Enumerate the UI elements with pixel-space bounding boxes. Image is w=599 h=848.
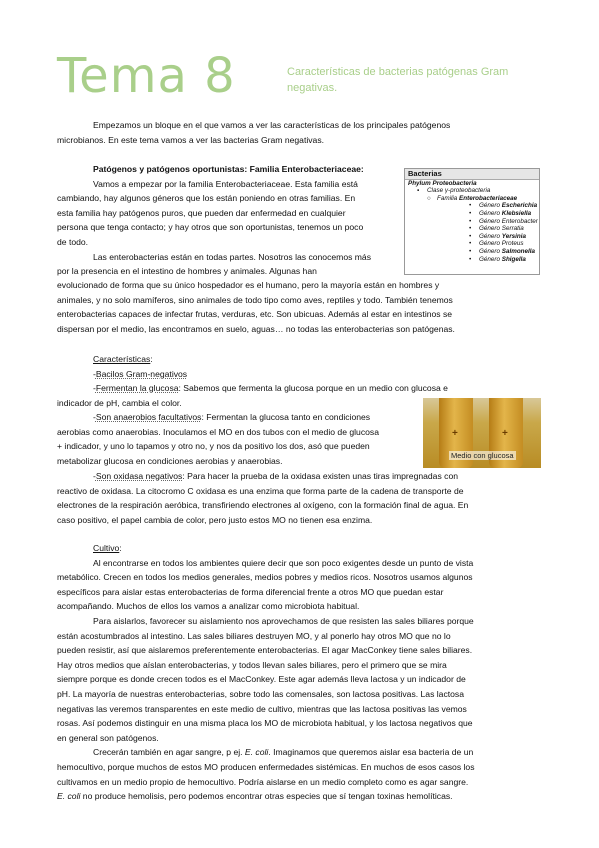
plus-mark: + bbox=[452, 428, 458, 439]
text-line: dispersan por el medio, las encontramos en suelo, aguas… no todas las enterobacterias son patógenas. bbox=[57, 323, 455, 334]
taxonomy-genus-item bbox=[405, 225, 539, 233]
genus-name: Klebsiella bbox=[501, 209, 532, 217]
text-line: están acostumbrados al intestino. Las sales biliares destruyen MO, y al ponerlo hay otros MO que no lo bbox=[57, 630, 451, 641]
section-cultivo bbox=[57, 541, 547, 804]
text-line: hemocultivo, porque muchos de estos MO producen enfermedades sistémicas. En muchos de esos casos los bbox=[57, 761, 475, 772]
char-fermentan-text: : Sabemos que fermenta la glucosa porque en un medio con glucosa e bbox=[178, 383, 448, 393]
taxonomy-phylum: Phylum Proteobacteria bbox=[408, 179, 477, 187]
taxonomy-genus-item bbox=[405, 218, 539, 226]
genus-name: Enterobacter bbox=[501, 217, 538, 225]
genus-name: Escherichia bbox=[501, 202, 538, 210]
section-heading: Patógenos y patógenos oportunistas: Familia Enterobacteriaceae: bbox=[93, 164, 364, 174]
heading-colon: : bbox=[119, 543, 122, 553]
text-line: indicador de pH, cambia el color. bbox=[57, 397, 182, 408]
text-line: cultivamos en un medio propio de hemocultivo. Podría aislarse en un medio completo como es agar sangre. bbox=[57, 776, 469, 787]
text-line: por la presencia en el intestino de hombres y animales. Algunas han bbox=[57, 266, 317, 277]
text-line: acompañando. Muchos de ellos los vamos a analizar como microbiota habitual. bbox=[57, 601, 360, 612]
intro-line: Empezamos un bloque en el que vamos a ver las características de los principales patógenos bbox=[93, 120, 451, 130]
section-enterobacteriaceae-cont bbox=[57, 278, 547, 336]
circle-bullet-icon: ○ bbox=[427, 194, 431, 202]
genus-name: Proteus bbox=[501, 240, 524, 248]
text-line: Al encontrarse en todos los ambientes quiere decir que son poco exigentes desde un punto de vista bbox=[93, 557, 474, 568]
text-line: persona que tenga contacto; y hay otros que son oportunistas, tenemos un poco bbox=[57, 222, 364, 233]
char-fermentan: -Fermentan la glucosa: Sabemos que fermenta la glucosa porque en un medio con glucosa e indicador de pH, cambia el color. bbox=[57, 381, 542, 410]
bullet-icon: • bbox=[469, 217, 472, 225]
text-line: específicos para aislar estas enterobacterias de forma diferencial frente a otros MO que puedan estar bbox=[57, 586, 444, 597]
species-name: E. coli bbox=[57, 791, 81, 802]
taxonomy-genus-item bbox=[405, 233, 539, 241]
text-line: metabolizar glucosa en condiciones aerobias y anaerobias. bbox=[57, 455, 283, 466]
bullet-icon: ▪ bbox=[417, 187, 420, 195]
page-title: Tema 8 bbox=[57, 48, 236, 104]
genus-prefix: Género bbox=[479, 202, 502, 210]
section-caracteristicas: Características: -Bacilos Gram-negativos bbox=[93, 354, 188, 379]
text-line: + indicador, y uno lo tapamos y otro no, y nos da positivo los dos, asó que pueden bbox=[57, 441, 370, 452]
taxonomy-genera-list bbox=[405, 202, 539, 263]
text-line: aerobias como anaerobias. Inoculamos el MO en dos tubos con el medio de glucosa bbox=[57, 426, 379, 437]
section-enterobacteriaceae bbox=[57, 162, 397, 279]
text-line: Vamos a empezar por la familia Enterobacteriaceae. Esta familia está bbox=[93, 178, 358, 189]
taxonomy-header: Bacterias bbox=[405, 169, 539, 180]
bullet-icon: • bbox=[469, 232, 472, 240]
text-line: caso positivo, el papel cambia de color, pero justo estos MO no tienen esa enzima. bbox=[57, 514, 373, 525]
text-line: metabólico. Crecen en todos los medios generales, medios pobres y medios ricos. Nosotros usamos algunos bbox=[57, 572, 473, 583]
taxonomy-box bbox=[404, 168, 540, 275]
char-anaerobios: -Son anaerobios facultativos: Fermentan la glucosa tanto en condiciones aerobias como anaerobias. Inoculamos el MO en dos tubos con el medio de glucosa + indicador, y uno lo tapamos y otro no, y nos da positivo los dos, asó que pueden metabolizar glucosa en condiciones aerobias y anaerobias. bbox=[57, 410, 417, 468]
section-heading: Características bbox=[93, 354, 151, 364]
text-line: animales, y no solo mamíferos, sino animales de todo tipo como aves, reptiles y todo. También tenemos bbox=[57, 294, 453, 305]
taxonomy-genus-item bbox=[405, 256, 539, 264]
genus-name: Shigella bbox=[501, 255, 526, 263]
taxonomy-familia: Enterobacteriaceae bbox=[459, 194, 518, 202]
genus-prefix: Género bbox=[479, 255, 502, 263]
page-subtitle: Características de bacterias patógenas Gram negativas. bbox=[287, 66, 509, 94]
text-line: negativas las veremos transparentes en este medio de cultivo, mientras que las lactosa positivas las vemos bbox=[57, 703, 467, 714]
bullet-icon: • bbox=[469, 225, 472, 233]
text-line: siempre porque es donde crecen todos es el MacConkey. Este agar además lleva lactosa y un indicador de bbox=[57, 674, 466, 685]
text-line: Las enterobacterias están en todas partes. Nosotros las conocemos más bbox=[93, 251, 372, 262]
bullet-icon: • bbox=[469, 209, 472, 217]
text-fragment: Crecerán también en agar sangre, p ej. bbox=[93, 747, 245, 758]
char-anaerobios-text: : Fermentan la glucosa tanto en condiciones bbox=[201, 412, 371, 422]
genus-prefix: Género bbox=[479, 240, 502, 248]
text-fragment: . Imaginamos que queremos aislar esa bacteria de un bbox=[268, 747, 474, 758]
genus-name: Salmonella bbox=[501, 247, 536, 255]
genus-prefix: Género bbox=[479, 247, 502, 255]
text-line: cambiando, hay algunos géneros que los están poniendo en otras familias. En bbox=[57, 193, 356, 204]
glucose-tubes-photo bbox=[423, 398, 541, 468]
bullet-icon: • bbox=[469, 202, 472, 210]
char-oxidasa-text: : Para hacer la prueba de la oxidasa existen unas tiras impregnadas con bbox=[182, 471, 459, 481]
text-line: de todo. bbox=[57, 236, 89, 247]
char-anaerobios-label: Son anaerobios facultativos bbox=[95, 412, 202, 422]
text-line: pueden resistir, así que aislaremos preferentemente enterobacterias. El agar MacConkey tiene sales biliares. bbox=[57, 645, 473, 656]
text-line: pH. La mayoría de nuestras enterobacterias, sobre todo las comensales, son lactosa positivas. Las lactosa bbox=[57, 688, 464, 699]
taxonomy-familia-prefix: Familia bbox=[437, 194, 460, 202]
text-line: esta familia hay patógenos puros, que pueden dar enfermedad en cualquier bbox=[57, 207, 346, 218]
text-fragment: no produce hemolisis, pero podemos encontrar otras especies que sí tengan toxinas hemolíticas. bbox=[80, 791, 453, 802]
text-line: enterobacterias capaces de infectar frutas, verduras, etc. Son ubicuas. Además al estar en intestinos se bbox=[57, 309, 453, 320]
taxonomy-genus-item bbox=[405, 210, 539, 218]
genus-prefix: Género bbox=[479, 209, 502, 217]
text-line: Hay otros medios que aíslan enterobacterias, y todos llevan sales biliares, pero el primero que se mira bbox=[57, 659, 447, 670]
intro-line: microbianos. En este tema vamos a ver las bacterias Gram negativas. bbox=[57, 134, 324, 145]
char-oxidasa: -Son oxidasa negativos: Para hacer la prueba de la oxidasa existen unas tiras impregnadas con reactivo de oxidasa. La citocromo C oxidasa es una enzima que forma parte de la cadena de transporte de electrones de la respiración aeróbica, transfiriendo electrones al oxígeno, con la formación final de agua. En caso positivo, el papel cambia de color, pero justo estos MO no tienen esa enzima. bbox=[57, 469, 547, 527]
heading-colon: : bbox=[150, 354, 153, 364]
text-line: evolucionado de forma que su único hospedador es el humano, pero la mayoría están en hombres y bbox=[57, 280, 440, 290]
genus-name: Yersinia bbox=[501, 232, 527, 240]
text-line: Para aislarlos, favorecer su aislamiento nos aprovechamos de que resisten las sales biliares porque bbox=[93, 615, 474, 626]
species-name: E. coli bbox=[244, 747, 269, 758]
bullet-icon: • bbox=[469, 240, 472, 248]
char-oxidasa-label: Son oxidasa negativos bbox=[95, 471, 183, 481]
tube-caption: Medio con glucosa bbox=[451, 451, 514, 460]
section-heading: Cultivo bbox=[93, 543, 120, 553]
text-line: en general son patógenos. bbox=[57, 732, 159, 743]
char-fermentan-label: Fermentan la glucosa bbox=[95, 383, 179, 393]
bullet-icon: • bbox=[469, 255, 472, 263]
genus-prefix: Género bbox=[479, 217, 502, 225]
bullet-icon: • bbox=[469, 247, 472, 255]
intro-paragraph bbox=[57, 118, 542, 147]
taxonomy-clase: Clase γ-proteobacteria bbox=[427, 187, 491, 195]
taxonomy-genus-item bbox=[405, 240, 539, 248]
char-bacilos: Bacilos Gram-negativos bbox=[95, 368, 188, 379]
taxonomy-genus-item bbox=[405, 202, 539, 210]
genus-name: Serratia bbox=[501, 225, 524, 233]
text-line: electrones de la respiración aeróbica, transfiriendo electrones al oxígeno, con la formación final de agua. En bbox=[57, 500, 469, 511]
genus-prefix: Género bbox=[479, 225, 502, 233]
genus-prefix: Género bbox=[479, 232, 502, 240]
text-line: rosas. Así podemos distinguir en una misma placa los MO de microbiota habitual, y los lactosa negativos que bbox=[57, 718, 473, 729]
taxonomy-genus-item bbox=[405, 248, 539, 256]
plus-mark: + bbox=[502, 428, 508, 439]
text-line: reactivo de oxidasa. La citocromo C oxidasa es una enzima que forma parte de la cadena de transporte de bbox=[57, 485, 464, 496]
